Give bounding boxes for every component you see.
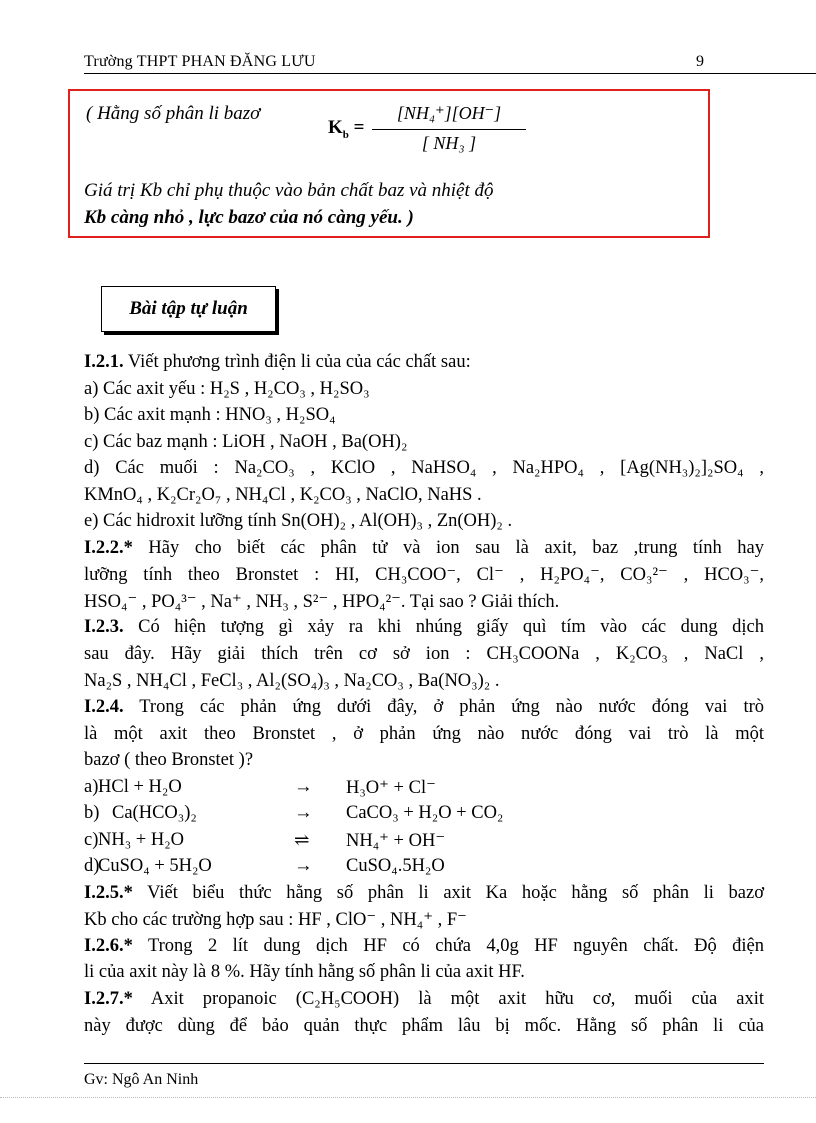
text-line (84, 697, 764, 722)
reaction-lhs: CuSO₄ + 5H₂O (98, 856, 212, 877)
reaction-lhs: Ca(HCO₃)₂ (112, 803, 197, 824)
line-text: KMnO₄ , K₂Cr₂O₇ , NH₄Cl , K₂CO₃ , NaClO, NaHS . (84, 484, 482, 505)
reaction-label: b) (84, 803, 100, 824)
text-line (84, 989, 764, 1014)
text-line (84, 352, 764, 377)
line-text: b) Các axit mạnh : HNO₃ , H₂SO₄ (84, 405, 336, 426)
exercise-number: I.2.3. (84, 617, 124, 638)
reaction-row (84, 856, 764, 881)
kb-denominator: [ NH₃ ] (421, 133, 477, 153)
line-text: c) Các baz mạnh : LiOH , NaOH , Ba(OH)₂ (84, 431, 408, 452)
line-text: Trong 2 lít dung dịch HF có chứa 4,0g HF nguyên chất. Độ điện (132, 935, 764, 956)
reaction-arrow: ⇌ (294, 830, 310, 851)
text-line (84, 644, 764, 669)
kb-definition-box (68, 89, 710, 238)
line-text: li của axit này là 8 %. Hãy tính hằng số phân li của axit HF. (84, 962, 525, 983)
footer-rule (84, 1063, 764, 1064)
line-text: e) Các hidroxit lưỡng tính Sn(OH)₂ , Al(OH)₃ , Zn(OH)₂ . (84, 511, 513, 532)
kb-conclusion-text: Kb càng nhỏ , lực bazơ của nó càng yếu. ) (84, 207, 414, 228)
page-header (84, 53, 816, 75)
line-text: sau đây. Hãy giải thích trên cơ sở ion : CH₃COONa , K₂CO₃ , NaCl , (84, 643, 764, 664)
text-line (84, 458, 764, 483)
text-line (84, 617, 764, 642)
text-line (84, 962, 764, 987)
exercise-number: I.2.7.* (84, 989, 133, 1010)
text-line (84, 511, 764, 536)
author-footer: Gv: Ngô An Ninh (84, 1071, 199, 1088)
reaction-rhs: CaCO₃ + H₂O + CO₂ (346, 803, 504, 824)
text-line (84, 379, 764, 404)
reaction-rhs: H₃O⁺ + Cl⁻ (346, 777, 436, 798)
reaction-label: c) (84, 829, 99, 850)
line-text: Hãy cho biết các phân tử và ion sau là axit, baz ,trung tính hay (132, 537, 764, 558)
reaction-lhs: NH₃ + H₂O (98, 829, 185, 850)
text-line (84, 936, 764, 961)
exercise-number: I.2.5.* (84, 882, 133, 903)
exercise-number: I.2.6.* (84, 935, 133, 956)
reaction-row (84, 803, 764, 828)
text-line (84, 909, 764, 934)
school-name: Trường THPT PHAN ĐĂNG LƯU (84, 53, 316, 70)
reaction-label: a) (84, 776, 99, 797)
line-text: lưỡng tính theo Bronstet : HI, CH₃COO⁻, Cl⁻ , H₂PO₄⁻, CO₃²⁻ , HCO₃⁻, (84, 565, 764, 586)
line-text: Axit propanoic (C₂H₅COOH) là một axit hữu cơ, muối của axit (132, 989, 764, 1010)
kb-symbol: $K_b$ = (328, 117, 365, 141)
reaction-row (84, 777, 764, 802)
kb-numerator: [NH₄⁺][OH⁻] (396, 103, 502, 123)
section-title: Bài tập tự luận (101, 286, 276, 332)
line-text: Na₂S , NH₄Cl , FeCl₃ , Al₂(SO₄)₃ , Na₂CO₃ , Ba(NO₃)₂ . (84, 670, 500, 691)
line-text: Viết phương trình điện li của của các chất sau: (123, 352, 471, 372)
line-text: Viết biểu thức hằng số phân li axit Ka hoặc hằng số phân li bazơ (132, 882, 764, 903)
reaction-lhs: HCl + H₂O (98, 776, 182, 797)
reaction-row (84, 830, 764, 855)
line-text: HSO₄⁻ , PO₄³⁻ , Na⁺ , NH₃ , S²⁻ , HPO₄²⁻. Tại sao ? Giải thích. (84, 591, 560, 612)
line-text: a) Các axit yếu : H₂S , H₂CO₃ , H₂SO₃ (84, 378, 370, 399)
line-text: Kb cho các trường hợp sau : HF , ClO⁻ , NH₄⁺ , F⁻ (84, 910, 467, 931)
line-text: d) Các muối : Na₂CO₃ , KClO , NaHSO₄ , Na₂HPO₄ , [Ag(NH₃)₂]₂SO₄ , (84, 458, 764, 479)
exercise-number: I.2.4. (84, 697, 124, 718)
reaction-arrow: → (294, 776, 313, 797)
kb-intro-text: ( Hằng số phân li bazơ (86, 103, 261, 124)
line-text: này được dùng để bảo quản thực phẩm lâu bị mốc. Hằng số phân li của (84, 1015, 764, 1036)
text-line (84, 538, 764, 563)
text-line (84, 750, 764, 775)
text-line (84, 671, 764, 696)
page-edge (0, 1097, 816, 1098)
text-line (84, 883, 764, 908)
line-text: Trong các phản ứng dưới đây, ở phản ứng nào nước đóng vai trò (123, 697, 764, 718)
reaction-arrow: → (294, 856, 313, 877)
reaction-label: d) (84, 856, 100, 877)
text-line (84, 564, 764, 589)
line-text: Có hiện tượng gì xảy ra khi nhúng giấy quì tím vào các dung dịch (123, 617, 764, 638)
kb-note-text: Giá trị Kb chỉ phụ thuộc vào bản chất baz và nhiệt độ (84, 180, 494, 201)
reaction-arrow: → (294, 803, 313, 824)
kb-fraction (372, 103, 526, 154)
text-line (84, 724, 764, 749)
text-line (84, 485, 764, 510)
page-number: 9 (696, 53, 704, 70)
line-text: bazơ ( theo Bronstet )? (84, 750, 254, 771)
header-rule (84, 73, 816, 74)
fraction-bar (372, 129, 526, 130)
line-text: là một axit theo Bronstet , ở phản ứng nào nước đóng vai trò là một (84, 723, 764, 744)
reaction-rhs: NH₄⁺ + OH⁻ (346, 830, 446, 851)
text-line (84, 591, 764, 616)
text-line (84, 1016, 764, 1041)
reaction-rhs: CuSO₄.5H₂O (346, 856, 445, 877)
exercise-number: I.2.1. (84, 352, 124, 372)
exercise-number: I.2.2.* (84, 537, 133, 558)
text-line (84, 432, 764, 457)
text-line (84, 405, 764, 430)
